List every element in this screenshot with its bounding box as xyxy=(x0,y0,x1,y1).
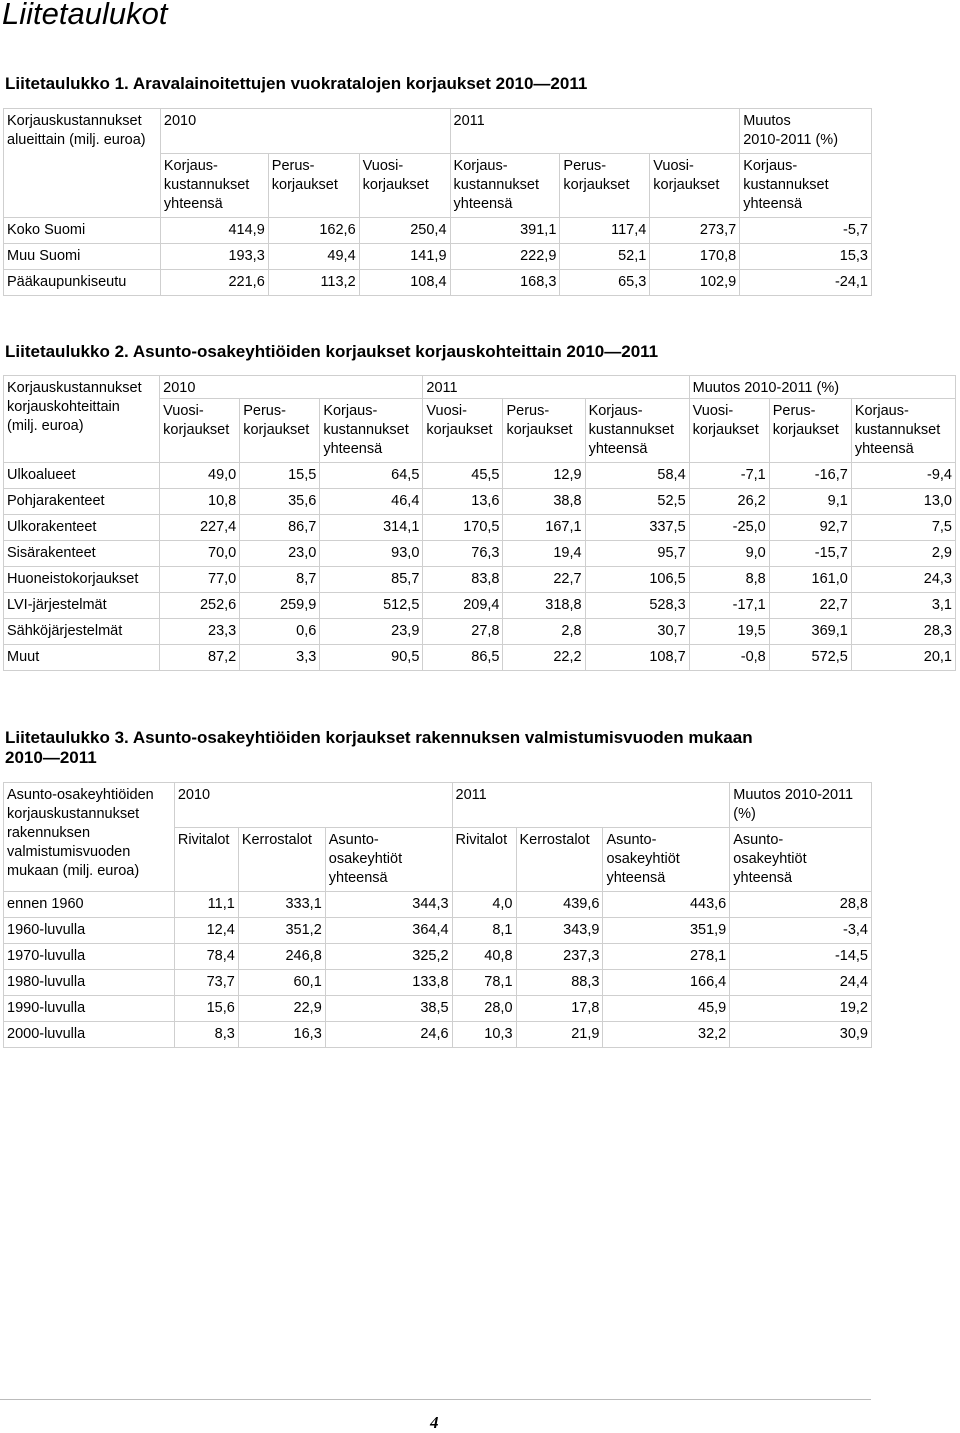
table1-col-header-label: Korjaus- kustannukset yhteensä xyxy=(453,158,539,212)
table2-col-header xyxy=(503,399,585,463)
table-cell: 170,8 xyxy=(650,244,740,270)
row-label: Ulkorakenteet xyxy=(4,515,160,541)
table3-col-header xyxy=(325,828,452,892)
row-label: 2000-luvulla xyxy=(4,1022,175,1048)
table-cell: 19,5 xyxy=(689,619,769,645)
table-cell: 108,7 xyxy=(585,645,689,671)
table-cell: 252,6 xyxy=(160,593,240,619)
table-cell: 2,9 xyxy=(851,541,955,567)
table-cell: 9,0 xyxy=(689,541,769,567)
table-cell: 250,4 xyxy=(359,218,450,244)
table-cell: 227,4 xyxy=(160,515,240,541)
table-row xyxy=(4,463,956,489)
table-cell: 364,4 xyxy=(325,918,452,944)
table3-col-header-label: Kerrostalot xyxy=(241,832,312,848)
table-row xyxy=(4,918,872,944)
table-cell: 70,0 xyxy=(160,541,240,567)
table-cell: 221,6 xyxy=(160,270,268,296)
table-cell: 52,1 xyxy=(560,244,650,270)
table3-col-header-label: Asunto- osakeyhtiöt yhteensä xyxy=(328,832,403,886)
table-cell: 351,9 xyxy=(603,918,730,944)
table-cell: 27,8 xyxy=(423,619,503,645)
table2-caption: Liitetaulukko 2. Asunto-osakeyhtiöiden korjaukset korjauskohteittain 2010—2011 xyxy=(5,342,659,361)
table-cell: 512,5 xyxy=(320,593,423,619)
table-cell: 13,6 xyxy=(423,489,503,515)
footer-divider xyxy=(0,1399,871,1400)
table-cell: 168,3 xyxy=(450,270,560,296)
table2-corner-cell xyxy=(4,376,160,463)
table-row xyxy=(4,944,872,970)
table-cell: 351,2 xyxy=(238,918,325,944)
table-cell: 85,7 xyxy=(320,567,423,593)
table1-year-2010: 2010 xyxy=(160,109,450,154)
table-cell: -15,7 xyxy=(769,541,851,567)
table-cell: 167,1 xyxy=(503,515,585,541)
row-label: 1960-luvulla xyxy=(4,918,175,944)
table-cell: 19,4 xyxy=(503,541,585,567)
table-cell: 10,3 xyxy=(452,1022,516,1048)
table-cell: 92,7 xyxy=(769,515,851,541)
table3-caption-text: Liitetaulukko 3. Asunto-osakeyhtiöiden korjaukset rakennuksen valmistumisvuoden mukaan 2010—2011 xyxy=(5,728,753,767)
table-row xyxy=(4,970,872,996)
table3-col-header-label: Rivitalot xyxy=(177,832,230,848)
table3-col-header xyxy=(174,828,238,892)
row-label: Sähköjärjestelmät xyxy=(4,619,160,645)
page-number: 4 xyxy=(430,1413,439,1432)
table1-col-header xyxy=(560,154,650,218)
table3-col-header-label: Asunto- osakeyhtiöt yhteensä xyxy=(606,832,680,886)
table-cell: 45,5 xyxy=(423,463,503,489)
table1-change-header xyxy=(740,109,872,154)
table-cell: 170,5 xyxy=(423,515,503,541)
table-row xyxy=(4,593,956,619)
table-row xyxy=(4,270,872,296)
row-label: Pääkaupunkiseutu xyxy=(4,270,161,296)
table-cell: -0,8 xyxy=(689,645,769,671)
table-row xyxy=(4,892,872,918)
table-cell: 3,3 xyxy=(240,645,320,671)
row-label: Muu Suomi xyxy=(4,244,161,270)
table-row xyxy=(4,567,956,593)
table-cell: 35,6 xyxy=(240,489,320,515)
table-row xyxy=(4,645,956,671)
table-cell: 318,8 xyxy=(503,593,585,619)
table1-year-2011: 2011 xyxy=(450,109,740,154)
table1-col-header-label: Perus- korjaukset xyxy=(271,158,338,193)
table3-col-header-label: Rivitalot xyxy=(455,832,508,848)
table2-col-header xyxy=(423,399,503,463)
table2-change-header: Muutos 2010-2011 (%) xyxy=(689,376,955,399)
table3-year-2011: 2011 xyxy=(452,783,730,828)
table1-col-header xyxy=(160,154,268,218)
table-cell: 83,8 xyxy=(423,567,503,593)
table-cell: 30,7 xyxy=(585,619,689,645)
table3-change-label: Muutos 2010-2011 (%) xyxy=(733,787,854,822)
table-cell: 30,9 xyxy=(730,1022,872,1048)
table-cell: 102,9 xyxy=(650,270,740,296)
table-cell: 8,3 xyxy=(174,1022,238,1048)
table1-col-header xyxy=(740,154,872,218)
table-cell: 439,6 xyxy=(516,892,603,918)
table-cell: 7,5 xyxy=(851,515,955,541)
table-cell: 528,3 xyxy=(585,593,689,619)
table3-col-header-label: Kerrostalot xyxy=(519,832,590,848)
table-cell: 73,7 xyxy=(174,970,238,996)
row-label: Pohjarakenteet xyxy=(4,489,160,515)
table3-col-header xyxy=(238,828,325,892)
table-row xyxy=(4,1022,872,1048)
table1-col-header-label: Korjaus- kustannukset yhteensä xyxy=(163,158,250,212)
table-cell: 21,9 xyxy=(516,1022,603,1048)
table-cell: 343,9 xyxy=(516,918,603,944)
table-cell: 46,4 xyxy=(320,489,423,515)
table-cell: 23,9 xyxy=(320,619,423,645)
table-cell: 0,6 xyxy=(240,619,320,645)
table-cell: 22,7 xyxy=(769,593,851,619)
table-cell: 20,1 xyxy=(851,645,955,671)
table1-col-header xyxy=(650,154,740,218)
table-cell: 278,1 xyxy=(603,944,730,970)
table-cell: 9,1 xyxy=(769,489,851,515)
table-cell: 24,4 xyxy=(730,970,872,996)
table-row xyxy=(4,515,956,541)
table-cell: 12,4 xyxy=(174,918,238,944)
table2-col-header-label: Vuosi- korjaukset xyxy=(426,403,493,438)
row-label: 1980-luvulla xyxy=(4,970,175,996)
table-cell: 78,4 xyxy=(174,944,238,970)
table1-corner-cell xyxy=(4,109,161,218)
table2-year-2010: 2010 xyxy=(160,376,423,399)
table-cell: -16,7 xyxy=(769,463,851,489)
table-cell: 8,7 xyxy=(240,567,320,593)
table2-col-header xyxy=(160,399,240,463)
table2-col-header-label: Korjaus- kustannukset yhteensä xyxy=(588,403,675,457)
table-cell: 17,8 xyxy=(516,996,603,1022)
table-cell: 8,1 xyxy=(452,918,516,944)
row-label: Ulkoalueet xyxy=(4,463,160,489)
table1-col-header-label: Perus- korjaukset xyxy=(563,158,630,193)
row-label: 1970-luvulla xyxy=(4,944,175,970)
table-cell: 24,6 xyxy=(325,1022,452,1048)
table-cell: 64,5 xyxy=(320,463,423,489)
table-cell: 113,2 xyxy=(268,270,359,296)
table3 xyxy=(3,782,872,1048)
table-cell: 222,9 xyxy=(450,244,560,270)
table-cell: 344,3 xyxy=(325,892,452,918)
table-cell: 22,2 xyxy=(503,645,585,671)
table3-change-header xyxy=(730,783,872,828)
table-cell: 333,1 xyxy=(238,892,325,918)
table-cell: 38,8 xyxy=(503,489,585,515)
table-cell: -17,1 xyxy=(689,593,769,619)
table3-col-header xyxy=(730,828,872,892)
table-cell: 273,7 xyxy=(650,218,740,244)
row-label: Koko Suomi xyxy=(4,218,161,244)
table2-col-header xyxy=(585,399,689,463)
table3-corner-label: Asunto-osakeyhtiöiden korjauskustannukset rakennuksen valmistumisvuoden mukaan (milj. euroa) xyxy=(7,787,154,879)
table-cell: 87,2 xyxy=(160,645,240,671)
table-cell: -25,0 xyxy=(689,515,769,541)
table-cell: 414,9 xyxy=(160,218,268,244)
table-cell: 193,3 xyxy=(160,244,268,270)
table-cell: 86,7 xyxy=(240,515,320,541)
table-cell: -9,4 xyxy=(851,463,955,489)
table-cell: 572,5 xyxy=(769,645,851,671)
table2-col-header xyxy=(769,399,851,463)
table-cell: -14,5 xyxy=(730,944,872,970)
table-cell: 40,8 xyxy=(452,944,516,970)
table-cell: 141,9 xyxy=(359,244,450,270)
table3-year-header-row xyxy=(4,783,872,828)
table-cell: 133,8 xyxy=(325,970,452,996)
table2-col-header xyxy=(320,399,423,463)
table-cell: 16,3 xyxy=(238,1022,325,1048)
table-cell: 38,5 xyxy=(325,996,452,1022)
table-cell: 28,0 xyxy=(452,996,516,1022)
table1-caption: Liitetaulukko 1. Aravalainoitettujen vuokratalojen korjaukset 2010—2011 xyxy=(5,74,588,93)
table-cell: 4,0 xyxy=(452,892,516,918)
table-cell: 90,5 xyxy=(320,645,423,671)
table-cell: 13,0 xyxy=(851,489,955,515)
table-cell: 237,3 xyxy=(516,944,603,970)
table-row xyxy=(4,996,872,1022)
table-cell: -5,7 xyxy=(740,218,872,244)
table2-col-header-label: Korjaus- kustannukset yhteensä xyxy=(854,403,941,457)
table-cell: 325,2 xyxy=(325,944,452,970)
row-label: ennen 1960 xyxy=(4,892,175,918)
table-cell: 65,3 xyxy=(560,270,650,296)
row-label: Muut xyxy=(4,645,160,671)
table-row xyxy=(4,244,872,270)
table-cell: 60,1 xyxy=(238,970,325,996)
table1-col-header xyxy=(450,154,560,218)
table1-change-label: Muutos 2010-2011 (%) xyxy=(743,113,839,148)
table-cell: 3,1 xyxy=(851,593,955,619)
table-cell: 88,3 xyxy=(516,970,603,996)
table1-corner-label: Korjauskustannukset alueittain (milj. euroa) xyxy=(7,113,146,148)
table-cell: 391,1 xyxy=(450,218,560,244)
table2-col-header-label: Perus- korjaukset xyxy=(506,403,573,438)
table-cell: 45,9 xyxy=(603,996,730,1022)
table-row xyxy=(4,541,956,567)
table1-col-header xyxy=(359,154,450,218)
table-cell: 23,3 xyxy=(160,619,240,645)
table-cell: -7,1 xyxy=(689,463,769,489)
table2-year-header-row xyxy=(4,376,956,399)
table1-col-header xyxy=(268,154,359,218)
table-cell: 78,1 xyxy=(452,970,516,996)
table-cell: 52,5 xyxy=(585,489,689,515)
table2-col-header xyxy=(851,399,955,463)
table-cell: 209,4 xyxy=(423,593,503,619)
table-cell: 49,0 xyxy=(160,463,240,489)
table1-col-header-label: Vuosi- korjaukset xyxy=(653,158,720,193)
table2-col-header xyxy=(689,399,769,463)
table-cell: 22,9 xyxy=(238,996,325,1022)
table3-col-header-label: Asunto- osakeyhtiöt yhteensä xyxy=(733,832,807,886)
table1-col-header-label: Vuosi- korjaukset xyxy=(362,158,429,193)
row-label: LVI-järjestelmät xyxy=(4,593,160,619)
row-label: 1990-luvulla xyxy=(4,996,175,1022)
table-cell: 95,7 xyxy=(585,541,689,567)
table-cell: 15,6 xyxy=(174,996,238,1022)
table1-year-header-row xyxy=(4,109,872,154)
table3-caption xyxy=(5,728,753,768)
table-cell: 26,2 xyxy=(689,489,769,515)
table-cell: -3,4 xyxy=(730,918,872,944)
table-cell: 369,1 xyxy=(769,619,851,645)
table2-corner-label: Korjauskustannukset korjauskohteittain (milj. euroa) xyxy=(7,380,142,434)
table-cell: 161,0 xyxy=(769,567,851,593)
table2-col-header-label: Perus- korjaukset xyxy=(772,403,839,438)
table-cell: 28,3 xyxy=(851,619,955,645)
table-cell: 11,1 xyxy=(174,892,238,918)
table-cell: 314,1 xyxy=(320,515,423,541)
table-cell: 76,3 xyxy=(423,541,503,567)
table-cell: 337,5 xyxy=(585,515,689,541)
table2-col-header-label: Korjaus- kustannukset yhteensä xyxy=(323,403,409,457)
table-cell: 22,7 xyxy=(503,567,585,593)
table-row xyxy=(4,489,956,515)
table-cell: 106,5 xyxy=(585,567,689,593)
table1-col-header-label: Korjaus- kustannukset yhteensä xyxy=(743,158,829,212)
table-cell: 2,8 xyxy=(503,619,585,645)
table-cell: 15,5 xyxy=(240,463,320,489)
table-cell: 93,0 xyxy=(320,541,423,567)
page-title: Liitetaulukot xyxy=(2,0,168,31)
table3-col-header xyxy=(516,828,603,892)
table-cell: 10,8 xyxy=(160,489,240,515)
table-cell: 58,4 xyxy=(585,463,689,489)
table2-col-header-label: Vuosi- korjaukset xyxy=(692,403,759,438)
table-cell: 162,6 xyxy=(268,218,359,244)
table-cell: 77,0 xyxy=(160,567,240,593)
table-cell: 19,2 xyxy=(730,996,872,1022)
table-cell: 108,4 xyxy=(359,270,450,296)
table3-corner-cell xyxy=(4,783,175,892)
table-cell: 23,0 xyxy=(240,541,320,567)
table2-col-header-label: Vuosi- korjaukset xyxy=(163,403,230,438)
table1 xyxy=(3,108,872,296)
table-cell: 443,6 xyxy=(603,892,730,918)
table-cell: 86,5 xyxy=(423,645,503,671)
table-cell: 28,8 xyxy=(730,892,872,918)
row-label: Huoneistokorjaukset xyxy=(4,567,160,593)
table3-col-header xyxy=(452,828,516,892)
table-cell: 49,4 xyxy=(268,244,359,270)
table2 xyxy=(3,375,956,671)
table-cell: 246,8 xyxy=(238,944,325,970)
table-cell: 32,2 xyxy=(603,1022,730,1048)
table-cell: 15,3 xyxy=(740,244,872,270)
table-row xyxy=(4,218,872,244)
table2-col-header xyxy=(240,399,320,463)
table-cell: 259,9 xyxy=(240,593,320,619)
table-cell: 166,4 xyxy=(603,970,730,996)
table-cell: 12,9 xyxy=(503,463,585,489)
table2-year-2011: 2011 xyxy=(423,376,689,399)
table3-col-header xyxy=(603,828,730,892)
table-cell: -24,1 xyxy=(740,270,872,296)
row-label: Sisärakenteet xyxy=(4,541,160,567)
table3-year-2010: 2010 xyxy=(174,783,452,828)
table2-col-header-label: Perus- korjaukset xyxy=(243,403,310,438)
table-cell: 24,3 xyxy=(851,567,955,593)
table-cell: 8,8 xyxy=(689,567,769,593)
table-row xyxy=(4,619,956,645)
table-cell: 117,4 xyxy=(560,218,650,244)
